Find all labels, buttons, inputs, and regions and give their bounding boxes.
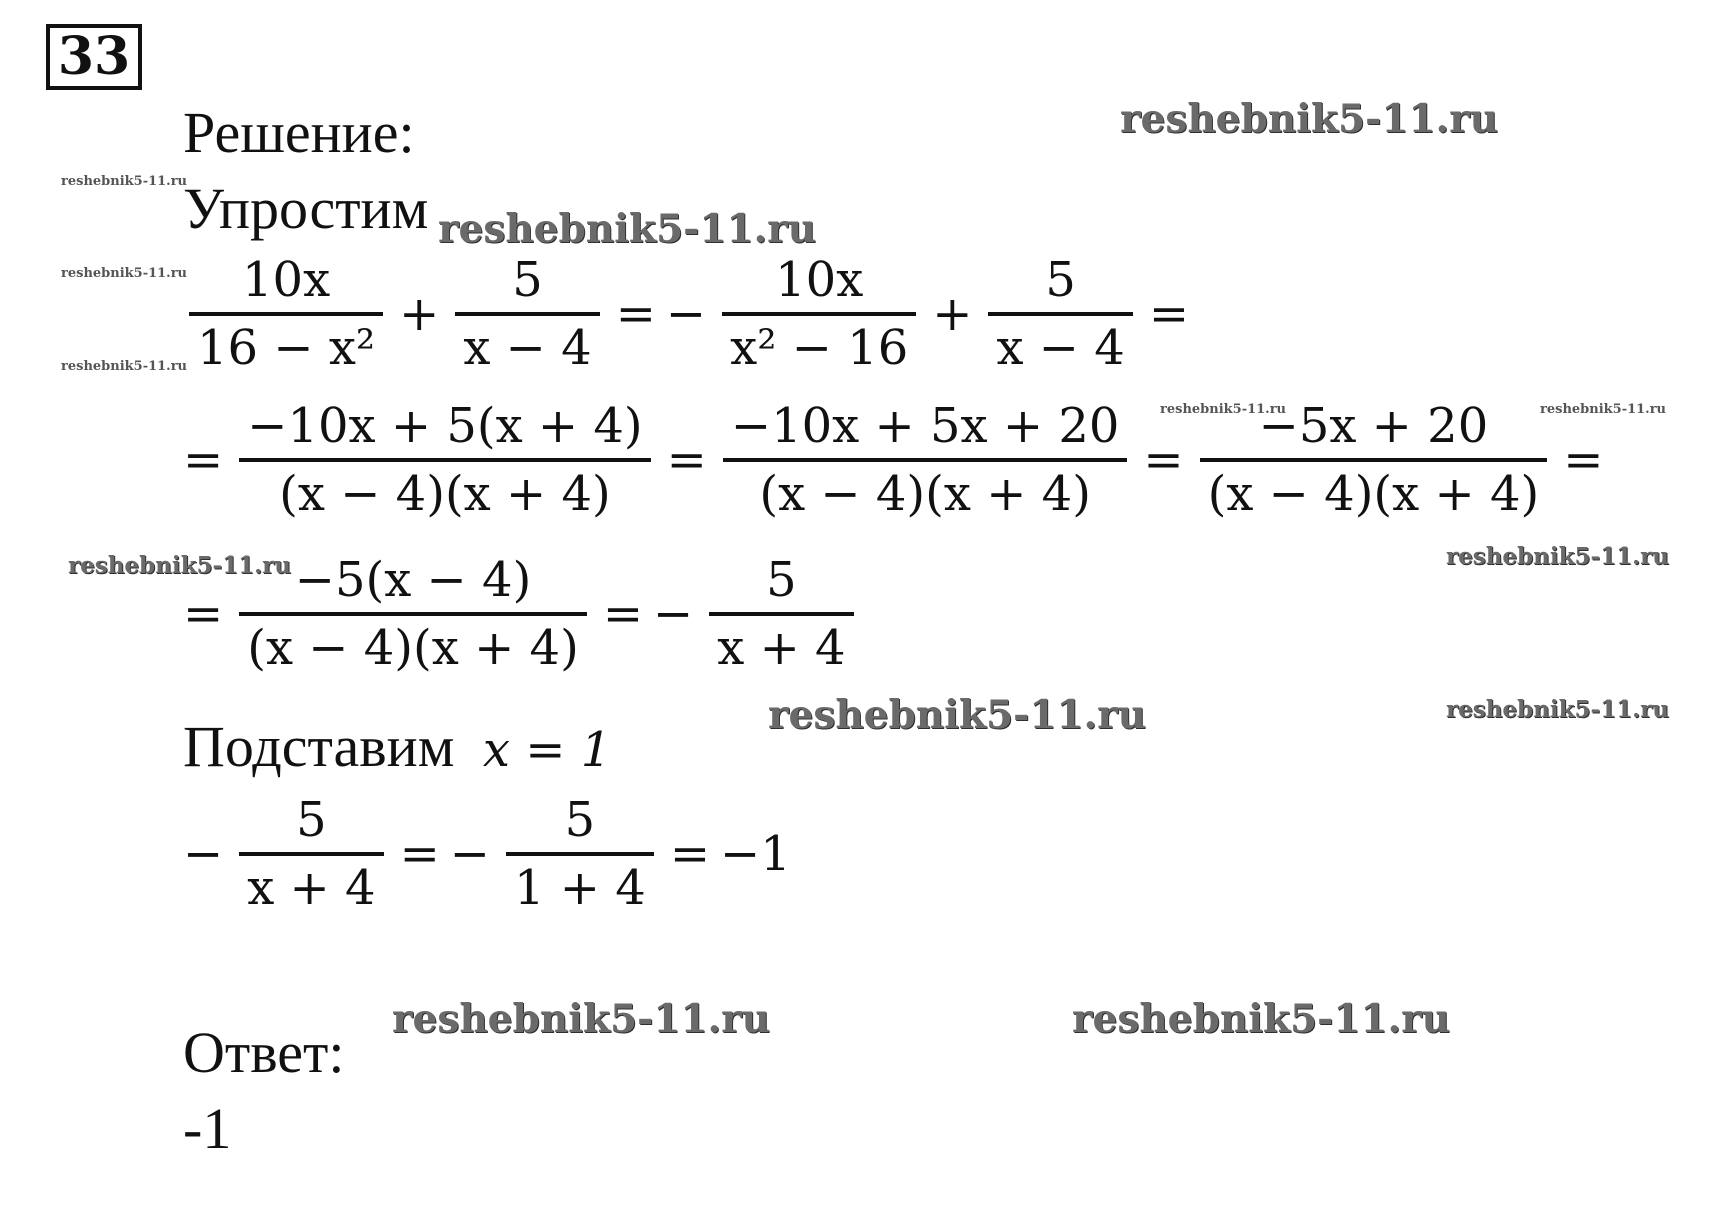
watermark: reshebnik5-11.ru	[1446, 543, 1669, 570]
operator: =	[602, 586, 644, 642]
watermark: reshebnik5-11.ru	[1540, 402, 1667, 417]
substitute-expression: x = 1	[482, 722, 612, 778]
operator: =	[615, 286, 656, 342]
operator: =	[669, 826, 711, 882]
operator: =	[666, 432, 707, 488]
denominator: (x − 4)(x + 4)	[279, 466, 611, 522]
watermark: reshebnik5-11.ru	[61, 359, 188, 374]
denominator: (x − 4)(x + 4)	[759, 466, 1091, 522]
numerator: −10x + 5(x + 4)	[247, 398, 643, 454]
numerator: 5	[564, 792, 596, 848]
substitute-text: Подставим	[183, 714, 455, 779]
equation-line-2	[183, 398, 1613, 522]
solution-label: Решение:	[183, 100, 415, 165]
fraction	[189, 252, 383, 376]
numerator: 5	[1045, 252, 1076, 308]
numerator: −5x + 20	[1258, 398, 1489, 454]
operator: =	[399, 826, 440, 882]
fraction	[1200, 398, 1548, 522]
denominator: x − 4	[463, 320, 592, 376]
watermark: reshebnik5-11.ru	[438, 206, 817, 252]
answer-value: -1	[183, 1096, 232, 1161]
numerator: −10x + 5x + 20	[730, 398, 1120, 454]
answer-label: Ответ:	[183, 1020, 345, 1085]
evaluation-line	[183, 792, 791, 916]
numerator: 10x	[775, 252, 864, 308]
numerator: 5	[512, 252, 543, 308]
numerator: −5(x − 4)	[294, 552, 532, 608]
numerator: 10x	[241, 252, 331, 308]
denominator: x² − 16	[730, 320, 909, 376]
watermark: reshebnik5-11.ru	[768, 692, 1147, 738]
simplify-label: Упростим	[183, 176, 429, 241]
operator: =	[1143, 432, 1184, 488]
denominator: x + 4	[717, 620, 846, 676]
watermark: reshebnik5-11.ru	[68, 552, 291, 579]
fraction	[723, 398, 1128, 522]
operator: =	[183, 586, 224, 642]
operator: −	[665, 286, 707, 342]
watermark: reshebnik5-11.ru	[61, 174, 188, 189]
problem-number: 33	[57, 26, 131, 87]
watermark: reshebnik5-11.ru	[1072, 996, 1451, 1042]
fraction	[722, 252, 916, 376]
fraction	[239, 552, 587, 676]
denominator: x + 4	[247, 860, 376, 916]
watermark: reshebnik5-11.ru	[1160, 402, 1287, 417]
operator: +	[399, 286, 440, 342]
denominator: x − 4	[996, 320, 1125, 376]
operator: =	[1148, 286, 1190, 342]
evaluation-result: −1	[720, 826, 791, 882]
operator: =	[1563, 432, 1604, 488]
fraction	[506, 792, 654, 916]
watermark: reshebnik5-11.ru	[392, 996, 771, 1042]
numerator: 5	[296, 792, 327, 848]
watermark: reshebnik5-11.ru	[1120, 96, 1499, 142]
watermark: reshebnik5-11.ru	[1446, 696, 1669, 723]
equation-line-1	[183, 252, 1199, 376]
watermark: reshebnik5-11.ru	[61, 266, 188, 281]
numerator: 5	[766, 552, 797, 608]
operator: −	[653, 586, 694, 642]
denominator: 16 − x²	[197, 320, 376, 376]
denominator: (x − 4)(x + 4)	[247, 620, 579, 676]
fraction	[988, 252, 1132, 376]
fraction	[455, 252, 599, 376]
operator: +	[932, 286, 973, 342]
operator: =	[183, 432, 224, 488]
denominator: 1 + 4	[514, 860, 646, 916]
substitute-label	[183, 714, 612, 779]
problem-number-box	[46, 24, 142, 90]
fraction	[239, 792, 383, 916]
fraction	[709, 552, 853, 676]
operator: −	[449, 826, 490, 882]
operator: −	[183, 826, 224, 882]
fraction	[239, 398, 650, 522]
denominator: (x − 4)(x + 4)	[1207, 466, 1540, 522]
